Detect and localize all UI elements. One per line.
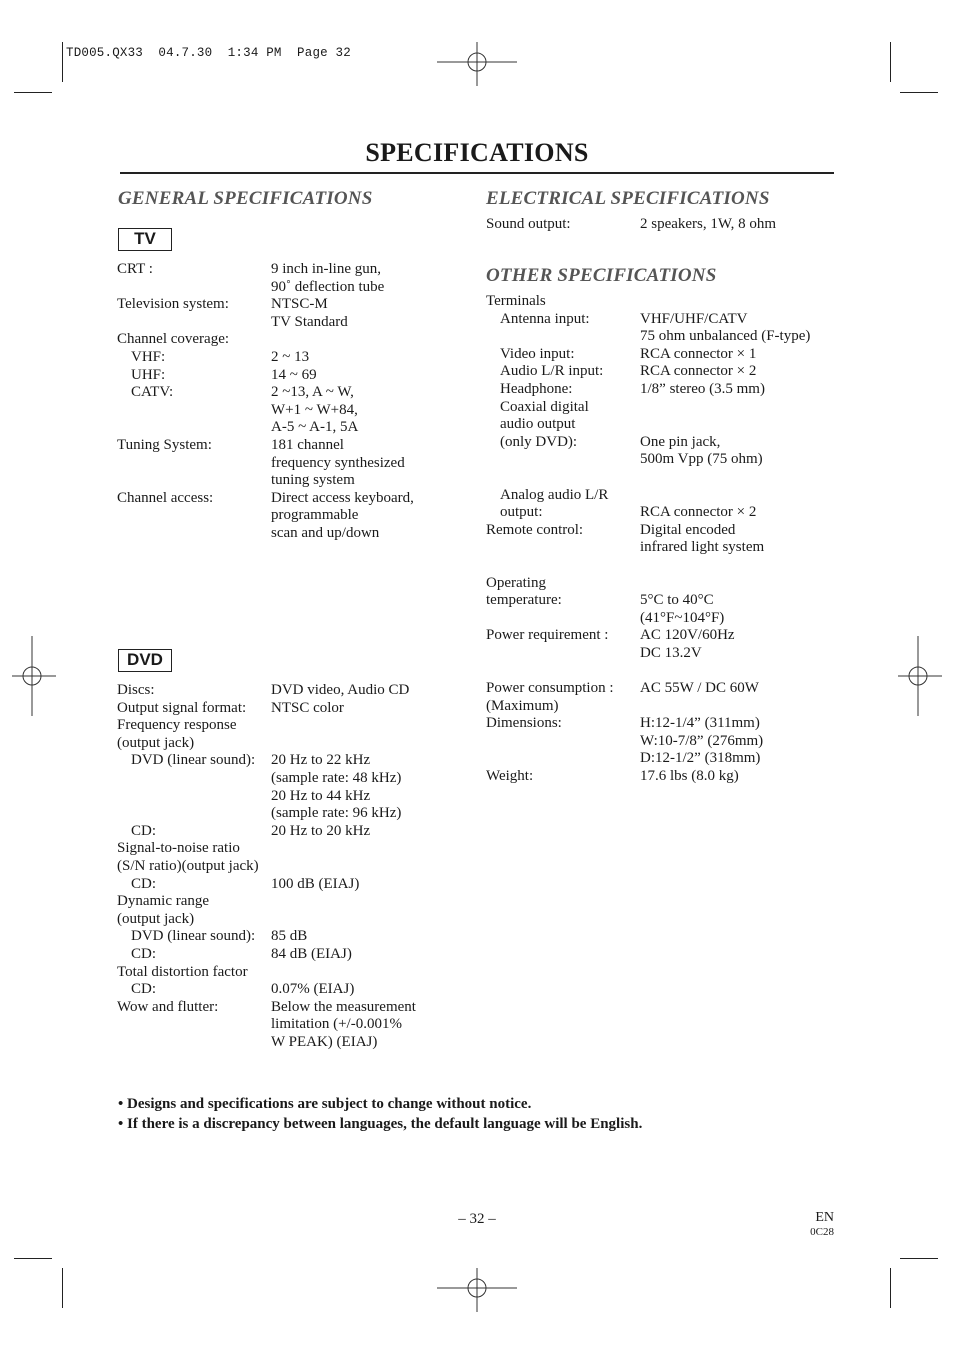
- spec-value: NTSC-M: [271, 296, 328, 313]
- spec-value: AC 120V/60Hz: [640, 627, 735, 644]
- spec-value: DC 13.2V: [640, 644, 702, 661]
- spec-label: Total distortion factor: [117, 963, 248, 980]
- spec-row: [117, 490, 447, 543]
- crop-mark: [14, 92, 52, 93]
- spec-row: [117, 946, 447, 964]
- spec-label: Channel coverage:: [117, 331, 230, 348]
- spec-label: Output signal format:: [117, 699, 247, 716]
- spec-label: (output jack): [117, 910, 195, 927]
- spec-row: [117, 700, 447, 718]
- note-text: Designs and specifications are subject to change without notice.: [127, 1096, 532, 1112]
- spec-label: Coaxial digital: [500, 398, 589, 415]
- spec-row: [486, 416, 834, 434]
- spec-row: [117, 437, 447, 490]
- spec-value: (41°F~104°F): [640, 609, 725, 626]
- spec-value: 20 Hz to 22 kHz: [271, 752, 371, 769]
- crop-mark: [62, 42, 63, 82]
- crop-mark: [890, 1268, 891, 1308]
- spec-row: [486, 216, 834, 234]
- spec-label: (S/N ratio)(output jack): [117, 857, 259, 874]
- spec-value: RCA connector × 2: [640, 504, 757, 521]
- spec-value: 2 speakers, 1W, 8 ohm: [640, 216, 777, 232]
- spec-label: CATV:: [131, 384, 174, 401]
- crop-mark: [14, 1258, 52, 1259]
- spec-label: audio output: [500, 416, 576, 433]
- print-slug: TD005.QX33 04.7.30 1:34 PM Page 32: [66, 46, 351, 60]
- spec-value: scan and up/down: [271, 524, 380, 541]
- title-rule: [120, 172, 834, 174]
- tv-label-box: TV: [118, 228, 172, 251]
- other-specs-heading: OTHER SPECIFICATIONS: [486, 265, 717, 286]
- spec-row: [486, 469, 834, 487]
- spec-label: Analog audio L/R: [500, 486, 609, 503]
- spec-label: VHF:: [131, 348, 166, 365]
- spec-label: DVD (linear sound):: [131, 752, 256, 769]
- note-item: • Designs and specifications are subject to change without notice.: [118, 1096, 532, 1112]
- spec-label: Power consumption :: [486, 680, 614, 697]
- spec-value: 2 ~ 13: [271, 348, 310, 365]
- spec-value: TV Standard: [271, 313, 348, 330]
- spec-label: Antenna input:: [500, 310, 590, 327]
- spec-value: 2 ~13, A ~ W,: [271, 384, 354, 401]
- spec-row: [117, 911, 447, 929]
- spec-value: Digital encoded: [640, 521, 736, 538]
- spec-value: limitation (+/-0.001%: [271, 1016, 402, 1033]
- spec-label: UHF:: [131, 366, 166, 383]
- spec-label: Frequency response: [117, 717, 237, 734]
- spec-label: CD:: [131, 875, 157, 892]
- registration-mark-top: [437, 42, 517, 86]
- spec-value: One pin jack,: [640, 433, 721, 450]
- document-code: 0C28: [810, 1226, 834, 1238]
- spec-row: [117, 735, 447, 753]
- spec-row: [117, 858, 447, 876]
- spec-label: CRT :: [117, 261, 153, 277]
- spec-row: [486, 346, 834, 364]
- language-code-block: [810, 1210, 834, 1240]
- spec-value: D:12-1/2” (318mm): [640, 750, 761, 767]
- spec-value: 75 ohm unbalanced (F-type): [640, 328, 811, 345]
- spec-row: [117, 717, 447, 735]
- tv-spec-list: [117, 261, 447, 543]
- spec-value: RCA connector × 1: [640, 345, 757, 362]
- crop-mark: [62, 1268, 63, 1308]
- spec-row: [117, 876, 447, 894]
- spec-row: [486, 627, 834, 662]
- spec-label: Sound output:: [486, 216, 571, 232]
- spec-label: Power requirement :: [486, 627, 609, 644]
- spec-value: programmable: [271, 507, 359, 524]
- spec-row: [486, 293, 834, 311]
- spec-label: Tuning System:: [117, 436, 212, 453]
- spec-label: CD:: [131, 945, 157, 962]
- spec-row: [117, 296, 447, 331]
- spec-row: [486, 399, 834, 417]
- spec-row: [117, 893, 447, 911]
- notes: [118, 1094, 642, 1134]
- spec-value: 5°C to 40°C: [640, 592, 714, 609]
- spec-row: [117, 384, 447, 437]
- spec-value: 100 dB (EIAJ): [271, 875, 360, 892]
- spec-value: NTSC color: [271, 699, 344, 716]
- spec-value: 17.6 lbs (8.0 kg): [640, 768, 739, 785]
- dvd-label-box: DVD: [118, 649, 172, 672]
- spec-label: Dynamic range: [117, 893, 210, 910]
- spec-label: CD:: [131, 822, 157, 839]
- spec-row: [486, 768, 834, 786]
- spec-value: 20 Hz to 44 kHz: [271, 787, 371, 804]
- page-number: – 32 –: [458, 1211, 496, 1227]
- spec-row: [486, 311, 834, 346]
- spec-value: infrared light system: [640, 539, 765, 556]
- spec-label: Terminals: [486, 293, 546, 309]
- spec-label: Weight:: [486, 768, 534, 785]
- spec-value: Direct access keyboard,: [271, 489, 414, 506]
- spec-value: 1/8” stereo (3.5 mm): [640, 380, 765, 397]
- crop-mark: [900, 92, 938, 93]
- spec-row: [486, 575, 834, 593]
- note-text: If there is a discrepancy between languages, the default language will be English.: [127, 1116, 643, 1132]
- spec-label: (output jack): [117, 734, 195, 751]
- crop-mark: [890, 42, 891, 82]
- spec-value: 0.07% (EIAJ): [271, 981, 355, 998]
- spec-row: [117, 349, 447, 367]
- spec-value: W+1 ~ W+84,: [271, 401, 358, 418]
- spec-value: 9 inch in-line gun,: [271, 261, 381, 277]
- spec-row: [486, 522, 834, 557]
- spec-row: [117, 928, 447, 946]
- spec-row: [117, 261, 447, 296]
- spec-value: W:10-7/8” (276mm): [640, 732, 764, 749]
- spec-label: Audio L/R input:: [500, 363, 604, 380]
- spec-label: Discs:: [117, 682, 155, 698]
- spec-value: (sample rate: 96 kHz): [271, 805, 402, 822]
- spec-label: DVD (linear sound):: [131, 928, 256, 945]
- spec-row: [117, 367, 447, 385]
- spec-label: (Maximum): [486, 697, 559, 714]
- spec-row: [486, 662, 834, 680]
- registration-mark-bottom: [437, 1268, 517, 1312]
- note-item: • If there is a discrepancy between languages, the default language will be English.: [118, 1116, 643, 1132]
- spec-value: 20 Hz to 20 kHz: [271, 822, 371, 839]
- spec-value: tuning system: [271, 472, 355, 489]
- spec-row: [117, 964, 447, 982]
- spec-value: DVD video, Audio CD: [271, 682, 410, 698]
- spec-value: (sample rate: 48 kHz): [271, 769, 402, 786]
- spec-row: [117, 331, 447, 349]
- dvd-spec-list: [117, 682, 447, 1051]
- spec-value: 90˚ deflection tube: [271, 278, 385, 295]
- spec-row: [486, 592, 834, 627]
- other-spec-list: [486, 293, 834, 786]
- spec-row: [117, 981, 447, 999]
- spec-row: [486, 698, 834, 716]
- spec-row: [486, 363, 834, 381]
- spec-label: temperature:: [486, 592, 562, 609]
- spec-value: A-5 ~ A-1, 5A: [271, 419, 359, 436]
- spec-row: [117, 999, 447, 1052]
- spec-row: [117, 840, 447, 858]
- spec-label: Television system:: [117, 296, 229, 313]
- spec-value: Below the measurement: [271, 998, 416, 1015]
- spec-row: [486, 381, 834, 399]
- spec-row: [486, 434, 834, 469]
- spec-label: Dimensions:: [486, 715, 562, 732]
- spec-label: Video input:: [500, 345, 575, 362]
- language-code: EN: [815, 1210, 834, 1225]
- spec-value: 85 dB: [271, 928, 308, 945]
- electrical-spec-list: [486, 216, 834, 234]
- registration-mark-right: [898, 636, 942, 716]
- spec-value: AC 55W / DC 60W: [640, 680, 759, 697]
- spec-label: Remote control:: [486, 521, 584, 538]
- crop-mark: [900, 1258, 938, 1259]
- spec-value: 84 dB (EIAJ): [271, 945, 352, 962]
- spec-row: [117, 752, 447, 822]
- spec-label: (only DVD):: [500, 433, 578, 450]
- page-title: SPECIFICATIONS: [365, 138, 589, 167]
- spec-label: output:: [500, 504, 543, 521]
- spec-value: 14 ~ 69: [271, 366, 317, 383]
- registration-mark-left: [12, 636, 56, 716]
- spec-row: [117, 823, 447, 841]
- spec-value: VHF/UHF/CATV: [640, 310, 748, 327]
- spec-label: Wow and flutter:: [117, 998, 219, 1015]
- electrical-specs-heading: ELECTRICAL SPECIFICATIONS: [486, 188, 770, 209]
- spec-label: Channel access:: [117, 489, 214, 506]
- spec-label: Operating: [486, 574, 546, 591]
- general-specs-heading: GENERAL SPECIFICATIONS: [118, 188, 373, 209]
- spec-value: RCA connector × 2: [640, 363, 757, 380]
- spec-value: 500m Vpp (75 ohm): [640, 451, 763, 468]
- spec-row: [486, 504, 834, 522]
- spec-value: H:12-1/4” (311mm): [640, 715, 760, 732]
- spec-label: CD:: [131, 981, 157, 998]
- spec-row: [486, 680, 834, 698]
- spec-row: [117, 682, 447, 700]
- spec-row: [486, 557, 834, 575]
- spec-value: W PEAK) (EIAJ): [271, 1033, 378, 1050]
- spec-row: [486, 715, 834, 768]
- spec-value: frequency synthesized: [271, 454, 405, 471]
- spec-value: 181 channel: [271, 436, 344, 453]
- spec-label: Signal-to-noise ratio: [117, 840, 240, 857]
- spec-row: [486, 487, 834, 505]
- spec-label: Headphone:: [500, 380, 573, 397]
